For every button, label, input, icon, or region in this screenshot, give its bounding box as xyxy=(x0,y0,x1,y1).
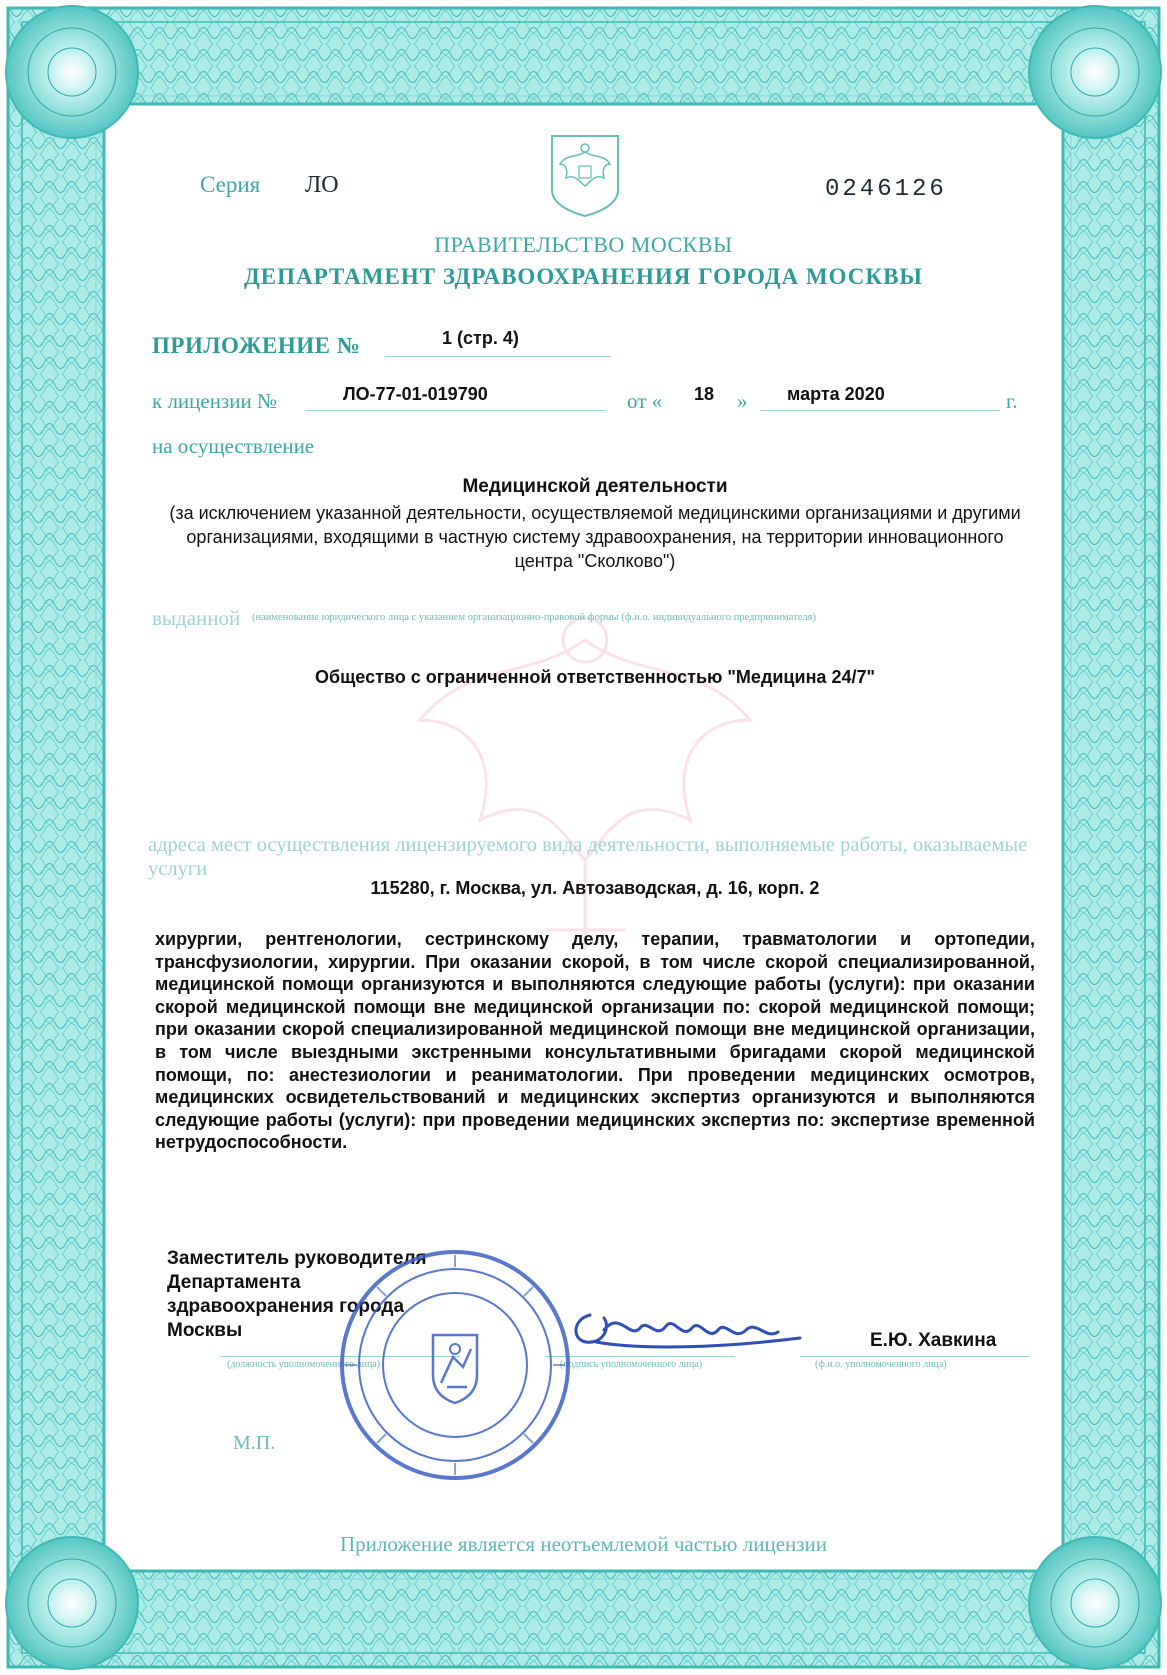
signatory-position-line: Москвы xyxy=(167,1320,243,1341)
footer-note: Приложение является неотъемлемой частью лицензии xyxy=(339,1532,828,1556)
hint-name: (ф.и.о. уполномоченного лица) xyxy=(815,1359,947,1370)
hint-position: (должность уполномоченного лица) xyxy=(227,1359,381,1370)
license-day-close: » xyxy=(737,389,748,413)
coat-of-arms-icon xyxy=(548,132,622,218)
license-label: к лицензии № xyxy=(152,389,278,413)
activity-description: (за исключением указанной деятельности, осуществляемой медицинскими организациями и другими организациями, входящими в частную систему здравоохранения, на территории инновационного центра "Сколково") xyxy=(169,503,1021,571)
issued-hint: (наименование юридического лица с указанием организационно-правовой формы (ф.и.о. индивидуального предпринимателя) xyxy=(252,612,816,623)
signatory-position-line: здравоохранения города xyxy=(167,1296,405,1317)
seal-mark: М.П. xyxy=(233,1432,276,1454)
series-label: Серия xyxy=(200,172,261,197)
addresses-label: адреса мест осуществления лицензируемого вида деятельности, выполняемые работы, оказываемые услуги xyxy=(148,834,1028,880)
signatory-name: Е.Ю. Хавкина xyxy=(870,1330,997,1351)
services-text: хирургии, рентгенологии, сестринскому делу, терапии, травматологии и ортопедии, трансфузиологии, хирургии. При оказании скорой, в том числе скорой специализированной, медицинской помощи организуются и выполняются следующие работы (услуги): при оказании скорой медицинской помощи вне медицинской организации по: скорой медицинской помощи; при оказании скорой специализированной медицинской помощи вне медицинской организации, в том числе выездными экстренными консультативными бригадами скорой медицинской помощи, по: анестезиологии и реаниматологии. При проведении медицинских осмотров, медицинских освидетельствований и медицинских экспертиз организуются и выполняются следующие работы (услуги): при проведении медицинских экспертиз по: экспертизе временной нетрудоспособности. xyxy=(155,929,1035,1153)
signatory-position-line: Заместитель руководителя xyxy=(167,1248,427,1269)
form-number: 0246126 xyxy=(825,176,947,203)
license-month-year: марта 2020 xyxy=(787,384,885,404)
government-title: ПРАВИТЕЛЬСТВО МОСКВЫ xyxy=(434,232,733,257)
appendix-value: 1 (стр. 4) xyxy=(442,328,519,348)
official-stamp xyxy=(335,1245,575,1485)
hint-signature: (подпись уполномоченного лица) xyxy=(560,1359,703,1370)
department-title: ДЕПАРТАМЕНТ ЗДРАВООХРАНЕНИЯ ГОРОДА МОСКВЫ xyxy=(243,264,923,289)
organization-name: Общество с ограниченной ответственностью "Медицина 24/7" xyxy=(314,667,876,687)
issued-label: выданной xyxy=(152,606,241,630)
license-number: ЛО-77-01-019790 xyxy=(343,384,488,404)
address-value: 115280, г. Москва, ул. Автозаводская, д. 16, корп. 2 xyxy=(370,878,820,898)
license-day: 18 xyxy=(694,384,715,404)
signatory-position-line: Департамента xyxy=(167,1272,301,1293)
handwritten-signature xyxy=(560,1290,820,1360)
license-from-label: от « xyxy=(627,389,663,413)
activity-title: Медицинской деятельности xyxy=(462,476,728,497)
series-value: ЛО xyxy=(305,172,339,198)
license-year-suffix: г. xyxy=(1006,389,1018,413)
appendix-label: ПРИЛОЖЕНИЕ № xyxy=(152,333,361,358)
activity-label: на осуществление xyxy=(152,434,315,458)
